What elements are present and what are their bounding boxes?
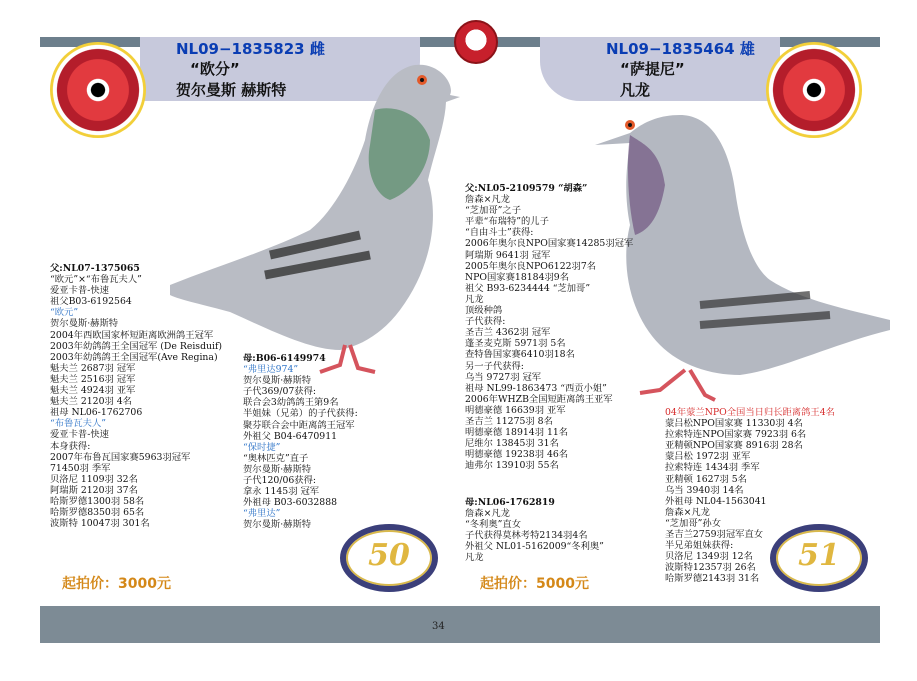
pedigree-line: 母:NL06-1762819 bbox=[465, 497, 555, 508]
pedigree-line: 贺尔曼斯·赫斯特 bbox=[243, 463, 312, 475]
pedigree-line: 蓬圣麦克斯 5971羽 5名 bbox=[465, 338, 566, 350]
lot-badge-left bbox=[340, 524, 438, 592]
pedigree-line: 聚芬联合会中距离鸽王冠军 bbox=[243, 419, 355, 431]
lot-number-right: 51 bbox=[798, 538, 840, 573]
right-father-pedigree bbox=[465, 183, 633, 471]
pedigree-line: 父:NL07-1375065 bbox=[50, 263, 140, 274]
pedigree-line: 祖母 NL06-1762706 bbox=[50, 407, 143, 419]
pedigree-line: 父:NL05-2109579 “胡森” bbox=[465, 183, 588, 194]
pedigree-line: 半兄弟姐妹获得: bbox=[665, 540, 734, 552]
pedigree-line: 凡龙 bbox=[465, 293, 484, 305]
pedigree-line: 外祖父 B04-6470911 bbox=[243, 430, 338, 442]
right-mother-pedigree bbox=[465, 497, 604, 564]
pedigree-line: “欧元” bbox=[50, 307, 79, 319]
lot-number-left: 50 bbox=[368, 538, 410, 573]
pedigree-line: 祖母 NL99-1863473 “西贡小姐” bbox=[465, 382, 607, 394]
pedigree-line: 贺尔曼斯·赫斯特 bbox=[243, 375, 312, 387]
pedigree-line: 2003年幼鸽鸽王全国冠军 (De Reisduif) bbox=[50, 340, 223, 352]
pedigree-line: 顶级种鸽 bbox=[465, 305, 503, 317]
pedigree-line: “布鲁瓦夫人” bbox=[50, 418, 106, 430]
pedigree-line: “弗里达” bbox=[243, 508, 281, 520]
pedigree-line: 子代120/06获得: bbox=[243, 475, 317, 487]
pedigree-line: 外祖母 B03-6032888 bbox=[243, 497, 338, 509]
right-ring-number: NL09−1835464 雄 bbox=[606, 40, 755, 58]
right-starting-price: 起拍价：5000元 bbox=[480, 576, 589, 592]
pedigree-line: 2005年奥尔良NPO6122羽7名 bbox=[465, 260, 597, 272]
pedigree-line: 魁夫兰 2120羽 4名 bbox=[50, 396, 132, 408]
pedigree-line: 外祖母 NL04-1563041 bbox=[665, 495, 767, 507]
left-father-pedigree bbox=[50, 263, 222, 529]
pedigree-line: 平辈“布瑞特”的儿子 bbox=[465, 216, 549, 228]
pedigree-line: “弗里达974” bbox=[243, 364, 299, 376]
pedigree-line: 迪弗尔 13910羽 55名 bbox=[465, 460, 559, 472]
pedigree-line: 2004年西欧国家杯短距离欧洲鸽王冠军 bbox=[50, 329, 214, 341]
pigeon-photo-right bbox=[590, 105, 900, 405]
pedigree-line: 阿瑞斯 2120羽 37名 bbox=[50, 484, 138, 496]
right-pigeon-name: “萨提尼” bbox=[620, 60, 685, 78]
left-ring-number: NL09−1835823 雌 bbox=[176, 40, 325, 58]
pedigree-line: 子代369/07获得: bbox=[243, 386, 317, 398]
pedigree-line: 查特鲁国家赛6410羽18名 bbox=[465, 349, 575, 361]
pedigree-line: 魁夫兰 2516羽 冠军 bbox=[50, 373, 136, 385]
lot-badge-right bbox=[770, 524, 868, 592]
pedigree-line: 祖父B03-6192564 bbox=[50, 296, 132, 308]
pedigree-line: 詹森×凡龙 bbox=[665, 506, 710, 518]
pedigree-line: 母:B06-6149974 bbox=[243, 353, 326, 364]
pedigree-line: 乌当 9727羽 冠军 bbox=[465, 371, 542, 383]
pedigree-line: “冬利奥”直女 bbox=[465, 519, 521, 531]
pedigree-line: 71450羽 季军 bbox=[50, 462, 111, 474]
pedigree-line: 明德豪德 16639羽 亚军 bbox=[465, 404, 566, 416]
pedigree-line: 爱亚卡普-快速 bbox=[50, 429, 109, 441]
pedigree-line: 04年蒙兰NPO全国当日归长距离鸽王4名 bbox=[665, 407, 835, 418]
pedigree-line: 明德豪德 19238羽 46名 bbox=[465, 449, 569, 461]
pedigree-line: 祖父 B93-6234444 “芝加哥” bbox=[465, 282, 591, 294]
pedigree-line: 蒙吕松 1972羽 亚军 bbox=[665, 451, 751, 463]
pedigree-line: 贝洛尼 1109羽 32名 bbox=[50, 473, 138, 485]
left-pigeon-name: “欧分” bbox=[190, 60, 240, 78]
pedigree-line: 2007年布鲁瓦国家赛5963羽冠军 bbox=[50, 451, 191, 463]
pedigree-line: 子代获得莫林考特2134羽4名 bbox=[465, 530, 588, 542]
pedigree-line: 波斯特12357羽 26名 bbox=[665, 562, 756, 574]
pedigree-line: 明德豪德 18914羽 11名 bbox=[465, 427, 569, 439]
pedigree-line: 爱亚卡普-快速 bbox=[50, 285, 109, 297]
pedigree-line: 另一子代获得: bbox=[465, 360, 524, 372]
pedigree-line: 外祖父 NL01-5162009“冬利奥” bbox=[465, 541, 604, 553]
pedigree-line: 2006年WHZB全国短距离鸽王亚军 bbox=[465, 393, 613, 405]
eye-photo-left bbox=[50, 42, 146, 138]
pedigree-line: 2006年奥尔良NPO国家赛14285羽冠军 bbox=[465, 238, 634, 250]
pedigree-line: 拉索特连 1434羽 季军 bbox=[665, 462, 760, 474]
pedigree-line: 哈斯罗德8350羽 65名 bbox=[50, 507, 145, 519]
pedigree-line: 贺尔曼斯·赫斯特 bbox=[243, 519, 312, 531]
pedigree-line: “奥林匹克”直子 bbox=[243, 452, 309, 464]
pedigree-line: 贝洛尼 1349羽 12名 bbox=[665, 551, 753, 563]
pedigree-line: 尼维尔 13845羽 31名 bbox=[465, 438, 559, 450]
pedigree-line: 贺尔曼斯·赫斯特 bbox=[50, 318, 119, 330]
pedigree-line: 本身获得: bbox=[50, 440, 91, 452]
pedigree-line: “欧元”×“布鲁瓦夫人” bbox=[50, 274, 142, 286]
bottom-band bbox=[40, 606, 880, 643]
page-number: 34 bbox=[432, 621, 445, 632]
left-mother-pedigree bbox=[243, 353, 358, 531]
pedigree-line: “自由斗士”获得: bbox=[465, 227, 534, 239]
pedigree-line: NPO国家赛18184羽9名 bbox=[465, 271, 569, 283]
pedigree-line: 联合会3幼鸽鸽王第9名 bbox=[243, 397, 339, 409]
pedigree-line: 蒙吕松NPO国家赛 11330羽 4名 bbox=[665, 418, 803, 430]
pedigree-line: 阿瑞斯 9641羽 冠军 bbox=[465, 249, 551, 261]
left-starting-price: 起拍价：3000元 bbox=[62, 576, 171, 592]
pedigree-line: “保时捷” bbox=[243, 441, 281, 453]
pedigree-line: 亚精顿NPO国家赛 8916羽 28名 bbox=[665, 440, 803, 452]
pedigree-line: 凡龙 bbox=[465, 552, 484, 564]
pedigree-line: 拉索特连NPO国家赛 7923羽 6名 bbox=[665, 429, 807, 441]
pedigree-line: 亚精顿 1627羽 5名 bbox=[665, 473, 747, 485]
pedigree-line: 乌当 3940羽 14名 bbox=[665, 484, 744, 496]
pedigree-line: 魁夫兰 2687羽 冠军 bbox=[50, 362, 136, 374]
pedigree-line: 圣吉兰 11275羽 8名 bbox=[465, 415, 553, 427]
right-breeder: 凡龙 bbox=[620, 81, 651, 99]
pedigree-line: 圣吉兰 4362羽 冠军 bbox=[465, 327, 551, 339]
pedigree-line: 子代获得: bbox=[465, 316, 506, 328]
pedigree-line: 詹森×凡龙 bbox=[465, 194, 510, 206]
pedigree-line: 哈斯罗德1300羽 58名 bbox=[50, 495, 145, 507]
pedigree-line: 詹森×凡龙 bbox=[465, 508, 510, 520]
left-breeder: 贺尔曼斯 赫斯特 bbox=[176, 81, 287, 99]
pedigree-line: 2003年幼鸽鸽王全国冠军(Ave Regina) bbox=[50, 351, 218, 363]
pedigree-line: 半姐妹（兄弟）的子代获得: bbox=[243, 408, 358, 420]
pedigree-line: “芝加哥”孙女 bbox=[665, 517, 721, 529]
pedigree-line: 魁夫兰 4924羽 亚军 bbox=[50, 385, 136, 397]
pedigree-line: 哈斯罗德2143羽 31名 bbox=[665, 573, 760, 585]
pedigree-line: 波斯特 10047羽 301名 bbox=[50, 518, 150, 530]
pedigree-line: 拿永 1145羽 冠军 bbox=[243, 486, 320, 498]
pedigree-line: 圣吉兰2759羽冠军直女 bbox=[665, 529, 764, 541]
pedigree-line: “芝加哥”之子 bbox=[465, 205, 521, 217]
